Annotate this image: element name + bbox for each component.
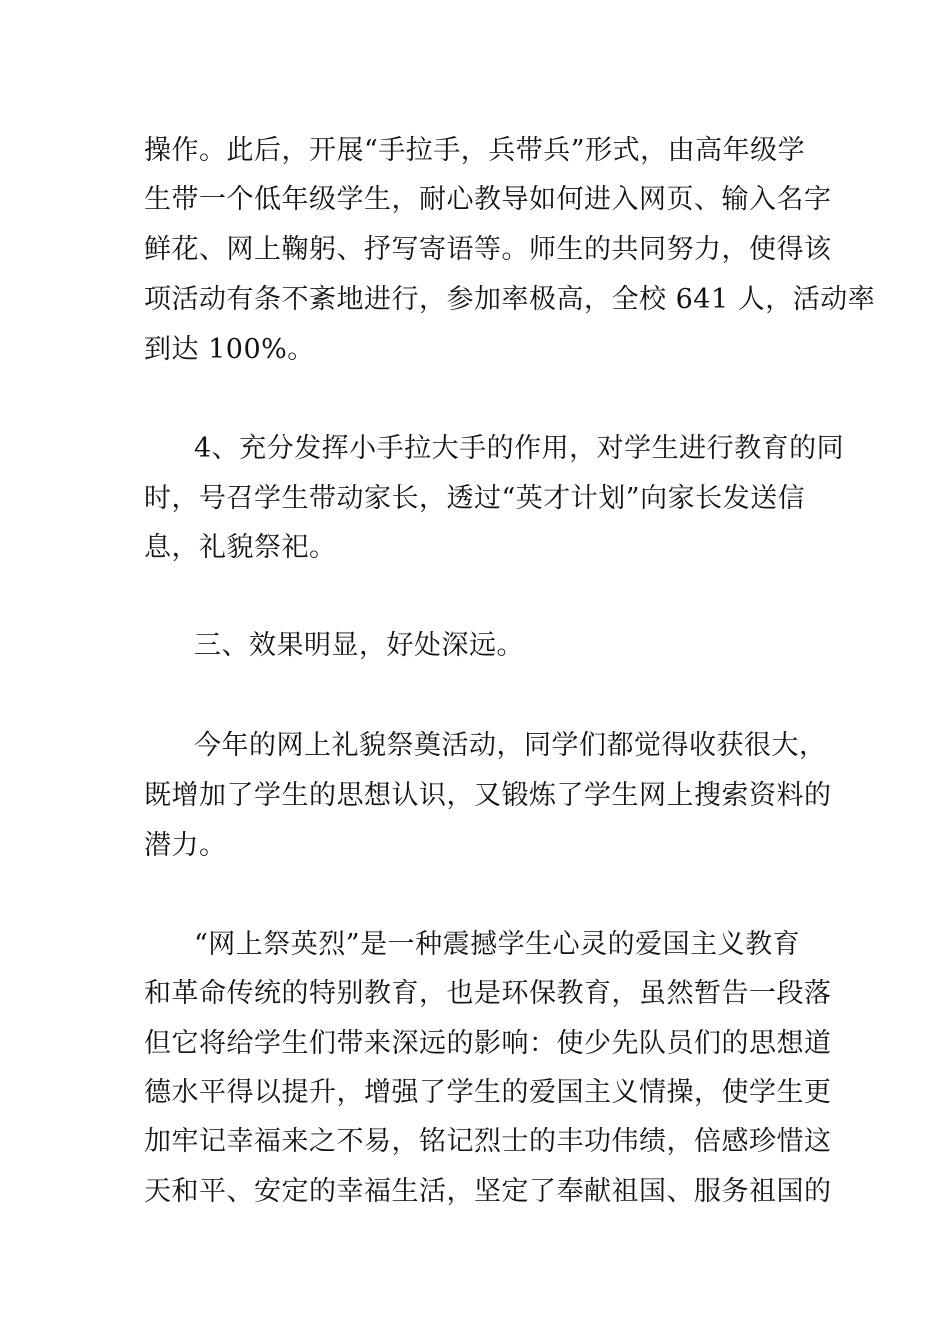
- paragraph-line: 天和平、安定的幸福生活，坚定了奉献祖国、服务祖国的: [144, 1176, 832, 1207]
- paragraph-line: 4、充分发挥小手拉大手的作用，对学生进行教育的同: [194, 433, 845, 464]
- paragraph-line: 和革命传统的特别教育，也是环保教育，虽然暂告一段落: [144, 978, 832, 1009]
- paragraph-line: 鲜花、网上鞠躬、抒写寄语等。师生的共同努力，使得该: [144, 234, 832, 265]
- paragraph-line: 息，礼貌祭祀。: [144, 532, 337, 563]
- paragraph-line: 今年的网上礼貌祭奠活动，同学们都觉得收获很大，: [194, 730, 827, 761]
- paragraph-line: 项活动有条不紊地进行，参加率极高，全校 641 人，活动率: [144, 284, 876, 315]
- paragraph-line: 既增加了学生的思想认识，又锻炼了学生网上搜索资料的: [144, 780, 832, 811]
- paragraph-line: 潜力。: [144, 830, 227, 861]
- paragraph-line: 德水平得以提升，增强了学生的爱国主义情操，使学生更: [144, 1077, 832, 1108]
- section-heading: 三、效果明显，好处深远。: [194, 630, 524, 661]
- paragraph-line: 时，号召学生带动家长，透过“英才计划”向家长发送信: [144, 483, 806, 514]
- paragraph-line: 但它将给学生们带来深远的影响：使少先队员们的思想道: [144, 1028, 832, 1059]
- paragraph-line: 操作。此后，开展“手拉手，兵带兵”形式，由高年级学: [144, 135, 806, 166]
- paragraph-line: 加牢记幸福来之不易，铭记烈士的丰功伟绩，倍感珍惜这: [144, 1126, 832, 1157]
- paragraph-line: 到达 100%。: [144, 334, 315, 365]
- paragraph-line: “网上祭英烈”是一种震撼学生心灵的爱国主义教育: [194, 929, 801, 960]
- paragraph-line: 生带一个低年级学生，耐心教导如何进入网页、输入名字: [144, 184, 832, 215]
